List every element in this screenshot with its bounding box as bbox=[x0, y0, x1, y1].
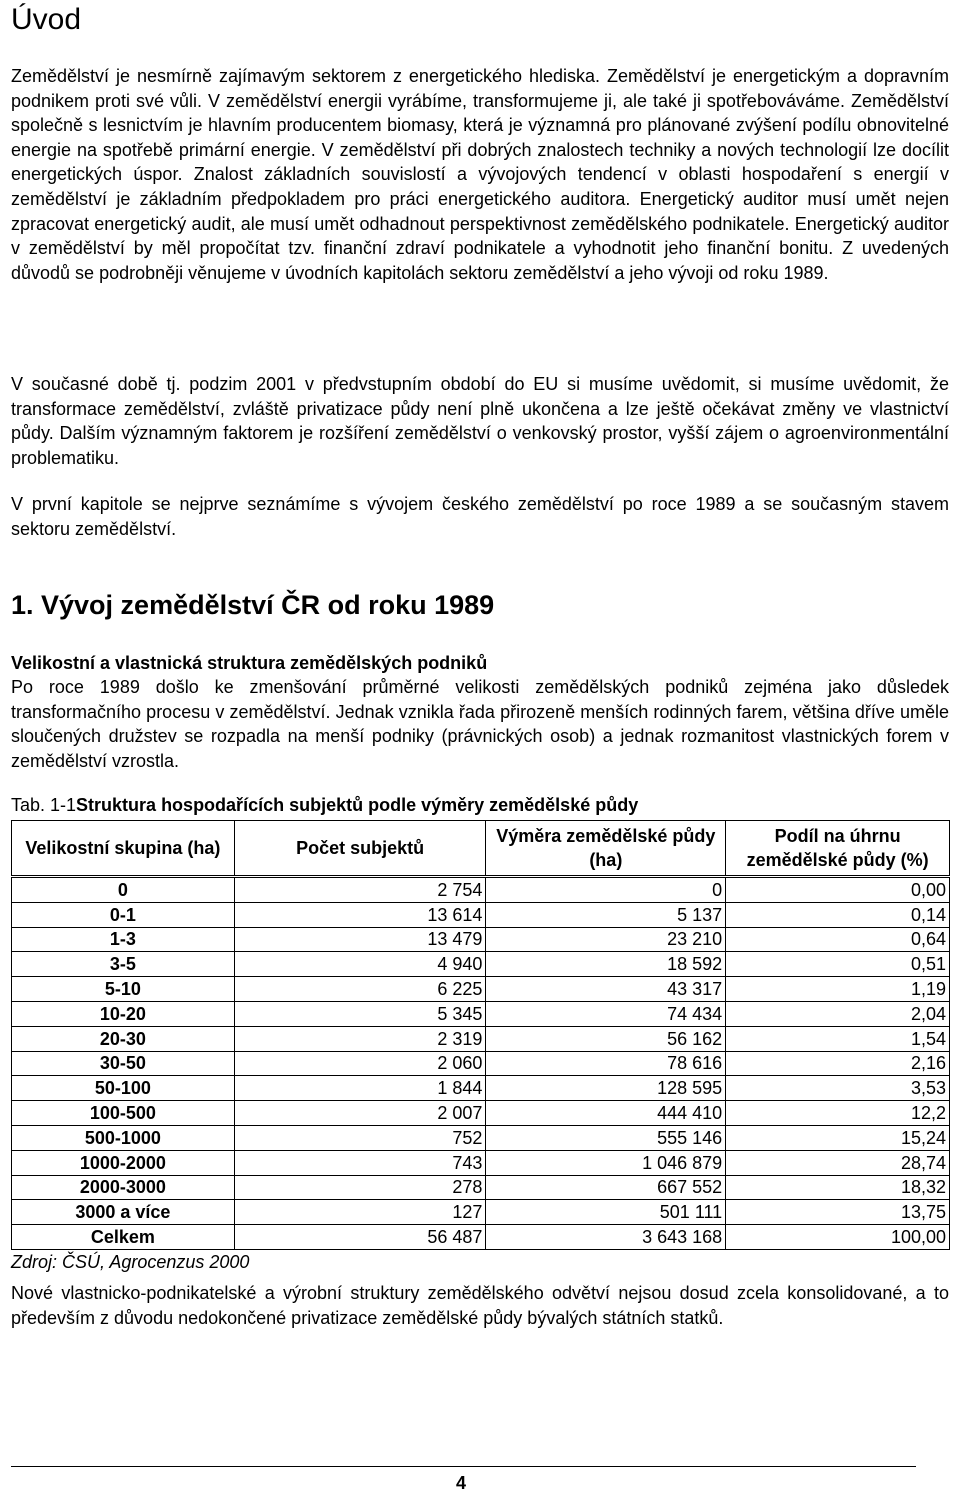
cell-land-area: 444 410 bbox=[486, 1101, 726, 1126]
table-row bbox=[12, 1175, 950, 1200]
cell-size-group: 0 bbox=[12, 877, 235, 903]
cell-land-share: 2,16 bbox=[726, 1051, 950, 1076]
cell-land-area: 74 434 bbox=[486, 1001, 726, 1026]
cell-size-group: 10-20 bbox=[12, 1001, 235, 1026]
cell-land-share: 2,04 bbox=[726, 1001, 950, 1026]
table-row bbox=[12, 927, 950, 952]
table-row bbox=[12, 1225, 950, 1250]
cell-subject-count: 2 319 bbox=[234, 1026, 486, 1051]
chapter-paragraph: Po roce 1989 došlo ke zmenšování průměrné velikosti zemědělských podniků zejména jako důsledek transformačního procesu v zemědělství. Jednak vznikla řada přirozeně menších rodinných farem, většina dříve umělе sloučených družstev se rozpadla na menší podniky (právnických osob) a jednak rozmanitost vlastnických forem v zemědělství vzrostla. bbox=[11, 677, 949, 771]
table-row bbox=[12, 1001, 950, 1026]
cell-size-group: 1000-2000 bbox=[12, 1150, 235, 1175]
cell-size-group: 500-1000 bbox=[12, 1125, 235, 1150]
table-caption bbox=[11, 793, 638, 817]
table-row bbox=[12, 952, 950, 977]
table-caption-number: Tab. 1-1 bbox=[11, 795, 77, 815]
farm-structure-table bbox=[11, 820, 950, 1250]
cell-land-share: 18,32 bbox=[726, 1175, 950, 1200]
header-land-area: Výměra zemědělské půdy (ha) bbox=[486, 821, 726, 877]
cell-land-share: 15,24 bbox=[726, 1125, 950, 1150]
cell-land-area: 5 137 bbox=[486, 902, 726, 927]
cell-size-group: 3-5 bbox=[12, 952, 235, 977]
table-row bbox=[12, 902, 950, 927]
cell-subject-count: 13 614 bbox=[234, 902, 486, 927]
table-row bbox=[12, 1150, 950, 1175]
cell-subject-count: 2 007 bbox=[234, 1101, 486, 1126]
cell-subject-count: 56 487 bbox=[234, 1225, 486, 1250]
cell-land-share: 3,53 bbox=[726, 1076, 950, 1101]
cell-land-share: 0,00 bbox=[726, 877, 950, 903]
header-size-group: Velikostní skupina (ha) bbox=[12, 821, 235, 877]
cell-subject-count: 4 940 bbox=[234, 952, 486, 977]
intro-paragraph-1: Zemědělství je nesmírně zajímavým sektorem z energetického hlediska. Zemědělství je energetickým a dopravním podnikem proti své vůli. V zemědělství energii vyrábíme, transformujeme ji, ale také ji spotřebováváme. Zemědělství společně s lesnictvím je hlavním producentem biomasy, která je významná pro plánované zvýšení podílu obnovitelné energie na spotřebě primární energie. V zemědělství při dobrých znalostech techniky a nových technologií lze docílit energetických úspor. Znalost základních souvislostí a vývojových tendencí v oblasti hospodaření s energií v zemědělství je základním předpokladem pro práci energetického auditora. Energetický auditor musí umět nejen zpracovat energetický audit, ale musí umět odhadnout perspektivnost zemědělského podnikatele. Energetický auditor v zemědělství by měl propočítat tzv. finanční zdraví podnikatele a vyhodnotit jeho finanční bonitu. Z uvedených důvodů se podrobněji věnujeme v úvodních kapitolách sektoru zemědělství a jeho vývoji od roku 1989. bbox=[11, 66, 949, 283]
cell-land-area: 56 162 bbox=[486, 1026, 726, 1051]
cell-land-share: 1,19 bbox=[726, 977, 950, 1002]
table-row bbox=[12, 877, 950, 903]
cell-subject-count: 127 bbox=[234, 1200, 486, 1225]
header-subject-count: Počet subjektů bbox=[234, 821, 486, 877]
cell-land-share: 0,51 bbox=[726, 952, 950, 977]
table-row bbox=[12, 1051, 950, 1076]
intro-paragraph-3: V první kapitole se nejprve seznámíme s vývojem českého zemědělství po roce 1989 a se současným stavem sektoru zemědělství. bbox=[11, 494, 949, 539]
table-source: Zdroj: ČSÚ, Agrocenzus 2000 bbox=[11, 1252, 250, 1272]
cell-land-area: 1 046 879 bbox=[486, 1150, 726, 1175]
table-row bbox=[12, 977, 950, 1002]
cell-subject-count: 5 345 bbox=[234, 1001, 486, 1026]
cell-size-group: 3000 a více bbox=[12, 1200, 235, 1225]
cell-land-share: 0,14 bbox=[726, 902, 950, 927]
cell-land-area: 128 595 bbox=[486, 1076, 726, 1101]
cell-land-share: 1,54 bbox=[726, 1026, 950, 1051]
header-land-share: Podíl na úhrnu zemědělské půdy (%) bbox=[726, 821, 950, 877]
cell-subject-count: 1 844 bbox=[234, 1076, 486, 1101]
table-row bbox=[12, 1200, 950, 1225]
cell-subject-count: 752 bbox=[234, 1125, 486, 1150]
cell-land-area: 555 146 bbox=[486, 1125, 726, 1150]
cell-land-area: 667 552 bbox=[486, 1175, 726, 1200]
table-header-row bbox=[12, 821, 950, 877]
cell-subject-count: 278 bbox=[234, 1175, 486, 1200]
cell-land-area: 501 111 bbox=[486, 1200, 726, 1225]
cell-land-area: 43 317 bbox=[486, 977, 726, 1002]
cell-size-group: 2000-3000 bbox=[12, 1175, 235, 1200]
table-row bbox=[12, 1101, 950, 1126]
cell-size-group: Celkem bbox=[12, 1225, 235, 1250]
cell-land-area: 23 210 bbox=[486, 927, 726, 952]
cell-land-share: 13,75 bbox=[726, 1200, 950, 1225]
table-body bbox=[12, 877, 950, 1250]
cell-size-group: 50-100 bbox=[12, 1076, 235, 1101]
intro-paragraph-2: V současné době tj. podzim 2001 v předvstupním období do EU si musíme uvědomit, si musíme uvědomit, že transformace zemědělství, zvláště privatizace půdy není plně ukončena a lze ještě očekávat změny ve vlastnictví půdy. Dalším významným faktorem je rozšíření zemědělství o venkovský prostor, vyšší zájem o agroenvironmentální problematiku. bbox=[11, 374, 949, 468]
cell-subject-count: 2 060 bbox=[234, 1051, 486, 1076]
cell-land-share: 28,74 bbox=[726, 1150, 950, 1175]
cell-land-area: 0 bbox=[486, 877, 726, 903]
cell-size-group: 1-3 bbox=[12, 927, 235, 952]
cell-land-share: 12,2 bbox=[726, 1101, 950, 1126]
cell-land-area: 78 616 bbox=[486, 1051, 726, 1076]
section-title-uvod: Úvod bbox=[11, 3, 82, 36]
table-row bbox=[12, 1076, 950, 1101]
cell-size-group: 5-10 bbox=[12, 977, 235, 1002]
cell-size-group: 20-30 bbox=[12, 1026, 235, 1051]
chapter-heading: 1. Vývoj zemědělství ČR od roku 1989 bbox=[11, 590, 495, 620]
cell-size-group: 100-500 bbox=[12, 1101, 235, 1126]
closing-paragraph: Nové vlastnicko-podnikatelské a výrobní struktury zemědělského odvětví nejsou dosud zcela konsolidované, a to především z důvodu nedokončené privatizace zemědělské půdy bývalých státních statků. bbox=[11, 1283, 949, 1328]
cell-size-group: 30-50 bbox=[12, 1051, 235, 1076]
cell-land-share: 100,00 bbox=[726, 1225, 950, 1250]
table-caption-title: Struktura hospodařících subjektů podle výměry zemědělské půdy bbox=[76, 795, 639, 815]
cell-subject-count: 2 754 bbox=[234, 877, 486, 903]
footer-divider bbox=[11, 1466, 916, 1467]
cell-size-group: 0-1 bbox=[12, 902, 235, 927]
chapter-subheading: Velikostní a vlastnická struktura zemědělských podniků bbox=[11, 653, 488, 673]
cell-subject-count: 743 bbox=[234, 1150, 486, 1175]
cell-subject-count: 6 225 bbox=[234, 977, 486, 1002]
page-number: 4 bbox=[455, 1473, 466, 1493]
cell-subject-count: 13 479 bbox=[234, 927, 486, 952]
cell-land-area: 3 643 168 bbox=[486, 1225, 726, 1250]
table-row bbox=[12, 1026, 950, 1051]
cell-land-area: 18 592 bbox=[486, 952, 726, 977]
table-row bbox=[12, 1125, 950, 1150]
cell-land-share: 0,64 bbox=[726, 927, 950, 952]
